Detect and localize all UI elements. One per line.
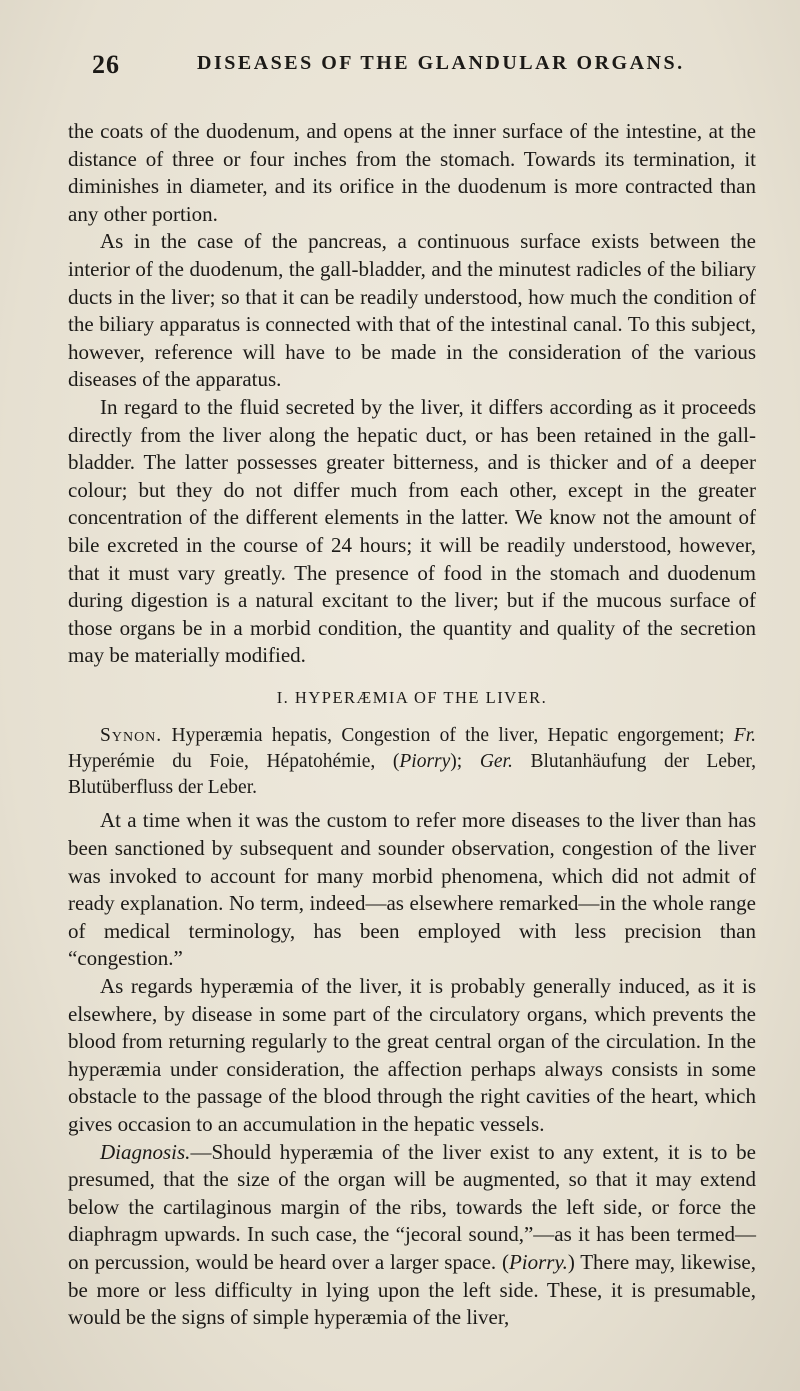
synonyms-paragraph xyxy=(68,723,756,801)
diagnosis-label: Diagnosis. xyxy=(100,1139,191,1164)
author-citation: Piorry xyxy=(399,751,451,773)
running-title: DISEASES OF THE GLANDULAR ORGANS. xyxy=(197,52,685,74)
french-synonyms: Hyperémie du Foie, Hépatohémie, ( xyxy=(68,751,400,773)
paragraph-hyperaemia-cause: As regards hyperæmia of the liver, it is probably generally induced, as it is elsewhere, by disease in some part of the circulatory organs, which prevents the blood from returning regularly to the great central organ of the circulation. In the hyperæmia under consideration, the affection perhaps always consists in some obstacle to the passage of the blood through the right cavities of the heart, which gives occasion to an accumulation in the hepatic vessels. xyxy=(68,974,756,1136)
paragraph-fluid-secreted: In regard to the fluid secreted by the liver, it differs according as it proceeds directly from the liver along the hepatic duct, or has been retained in the gall-bladder. The latter possesses greater bitterness, and is thicker and of a deeper colour; but they do not differ much from each other, except in the greater concentration of the different elements in the latter. We know not the amount of bile excreted in the course of 24 hours; it will be readily understood, however, that it must vary greatly. The presence of food in the stomach and duodenum during digestion is a natural excitant to the liver; but if the mucous surface of those organs be in a morbid condition, the quantity and quality of the secretion may be materially modified. xyxy=(68,394,756,668)
synonyms-label: Synon. xyxy=(100,725,163,747)
running-head xyxy=(92,50,752,84)
paragraph-diagnosis xyxy=(68,1139,756,1332)
diagnosis-text-a: —Should hyperæmia of the liver exist to any extent, it is to be presumed, that the size of the organ will be augmented, so that it may extend below the cartilaginous margin of the ribs, towards the left side, or force the diaphragm upwards. In such case, the “jecoral sound,”—as it has been termed—on percussion, would be heard over a larger space. ( xyxy=(68,1139,756,1274)
synonyms-text: Hyperæmia hepatis, Congestion of the liver, Hepatic engorgement; xyxy=(171,725,725,747)
page-number: 26 xyxy=(92,50,120,79)
body-text xyxy=(68,118,756,1332)
paragraph-custom: At a time when it was the custom to refer more diseases to the liver than has been sanctioned by subsequent and sounder observation, congestion of the liver was invoked to account for many morbid phenomena, which did not admit of ready explanation. No term, indeed—as elsewhere remarked—in the whole range of medical terminology, has been employed with less precision than “congestion.” xyxy=(68,808,756,971)
diagnosis-text-b: ) There may, likewise, be more or less difficulty in lying upon the left side. These, it is presumable, would be the signs of simple hyperæmia of the liver, xyxy=(68,1249,756,1330)
citation-close: ); xyxy=(450,751,463,773)
german-label: Ger. xyxy=(479,751,513,773)
german-synonyms: Blutanhäufung der Leber, Blutüberfluss der Leber. xyxy=(68,751,756,799)
paragraph-duodenum: the coats of the duodenum, and opens at the inner surface of the intestine, at the distance of three or four inches from the stomach. Towards its termination, it diminishes in diameter, and its orifice in the duodenum is more contracted than any other portion. xyxy=(68,119,756,226)
paragraph-pancreas: As in the case of the pancreas, a continuous surface exists between the interior of the duodenum, the gall-bladder, and the minutest radicles of the biliary ducts in the liver; so that it can be readily understood, how much the condition of the biliary apparatus is connected with that of the intestinal canal. To this subject, however, reference will have to be made in the consideration of the various diseases of the apparatus. xyxy=(68,229,756,392)
section-heading: I. HYPERÆMIA OF THE LIVER. xyxy=(276,687,548,707)
french-label: Fr. xyxy=(733,725,757,747)
author-citation-2: Piorry. xyxy=(508,1249,568,1274)
